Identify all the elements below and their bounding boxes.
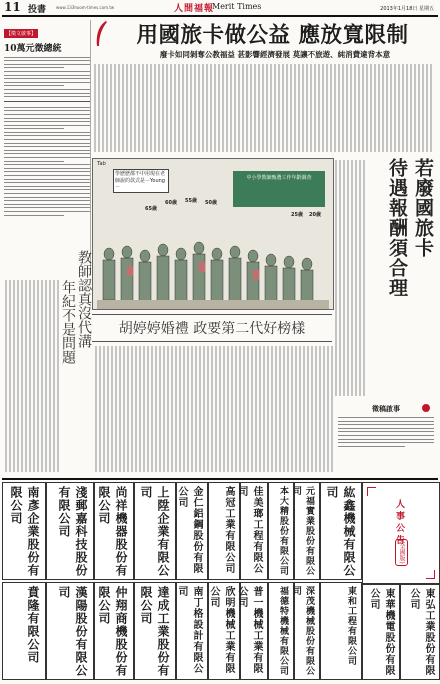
cartoon-board-text: 中小學教師甄選工作年齡調查: [246, 175, 312, 181]
ad-company: 金仁鋁鋼股份有限公司: [176, 486, 202, 574]
ad-company: 南丁格設計有限公司: [176, 586, 202, 674]
cartoon-age-label: 60歲: [165, 200, 177, 206]
ad-company: 普一機械工業有限公司: [236, 586, 262, 674]
left-headline-line-2: 年紀不是問題: [60, 280, 76, 364]
page-number: 11: [4, 0, 21, 14]
ad-box: [46, 582, 94, 680]
ad-box: [176, 582, 208, 680]
divider: [92, 314, 332, 315]
top-article-body: [94, 62, 436, 154]
sidebar-column: [4, 20, 91, 274]
ad-company: 佳美瑯工程有限公司: [236, 486, 262, 574]
left-article-body: [4, 278, 60, 474]
right-headline-line-1: 若廢國旅卡: [412, 158, 434, 258]
ad-box: [94, 482, 134, 580]
ad-company: 東和工程有限公司: [346, 586, 356, 666]
ad-box: [320, 582, 362, 680]
masthead-english: Merit Times: [212, 2, 262, 11]
page-header: [0, 0, 440, 16]
ad-box: [291, 482, 320, 580]
masthead-logo: 人間福報: [174, 4, 215, 14]
ad-company: 深茂機械股份有限公司: [291, 586, 314, 676]
sidebar-tag: 【徵文啟事】: [6, 31, 37, 37]
recruit-title: 人事公告: [394, 499, 404, 547]
site-url: www.133hoom-times.com.tw: [56, 5, 115, 10]
ad-box: [134, 582, 176, 680]
ad-company: 達成工業股份有限公司: [139, 586, 170, 677]
divider: [92, 341, 332, 342]
ad-company: 本大精股份有限公司: [278, 486, 288, 576]
issue-date: 2013年1月18日 星期五: [380, 6, 434, 12]
left-article-headline: [60, 250, 90, 430]
ad-box: [236, 482, 268, 580]
cartoon-age-label: 20歲: [309, 212, 321, 218]
quill-icon: [94, 20, 108, 48]
main-subhead: 廢卡如同剝奪公教福益 甚影響經濟發展 莫讓不旅遊、純消費違背本意: [159, 50, 391, 59]
ad-box: [46, 482, 94, 580]
main-headline: 用國旅卡做公益 應放寬限制: [136, 23, 409, 48]
ad-company: 南彥企業股份有限公司: [9, 486, 40, 577]
ad-box: [176, 482, 208, 580]
right-article-body: [334, 158, 366, 398]
ad-box: [291, 582, 320, 680]
cartoon-signature: Tab: [97, 161, 106, 167]
ad-company: 仲翔商機股份有限公司: [97, 586, 128, 677]
corner-ornament: [367, 487, 376, 496]
ad-company: 紘鑫機械有限公司: [325, 486, 356, 577]
cartoon-age-label: 50歲: [205, 200, 217, 206]
ad-company: 欣明機械工業有限公司: [208, 586, 234, 674]
center-article-body: [94, 344, 334, 474]
ad-box: [2, 482, 46, 580]
ad-company: 上陞企業有限公司: [139, 486, 170, 577]
recruit-subtitle: (全國版): [395, 539, 408, 566]
editorial-cartoon: [92, 158, 334, 310]
header-rule: [2, 15, 438, 17]
ad-company: 賁隆有限公司: [26, 586, 40, 664]
ad-company: 淺郵嘉科技股份有限公司: [57, 486, 88, 577]
sidebar-rules: [4, 101, 90, 215]
cartoon-age-label: 55歲: [185, 198, 197, 204]
ad-company: 元福實業股份有限公司: [291, 486, 314, 576]
ad-box: [400, 584, 440, 680]
recruit-notice: [362, 482, 440, 584]
left-headline-line-1: 教師認真沒代溝: [76, 250, 92, 348]
ad-box: [94, 582, 134, 680]
right-headline-line-2: 待遇報酬須合理: [386, 158, 408, 298]
cartoon-age-label: 25歲: [291, 212, 303, 218]
ad-box: [362, 584, 400, 680]
ad-company: 尚祥機器股份有限公司: [97, 486, 128, 577]
notice-box: [338, 404, 434, 468]
ad-company: 東華機電股份有限公司: [368, 588, 394, 676]
ad-company: 漢陽股份有限公司: [57, 586, 88, 677]
ad-company: 福德特機械有限公司: [278, 586, 288, 676]
cartoon-caption: 學歷歷都不中用現在老師說的款式是－Young－: [113, 169, 169, 193]
sidebar-title: 10萬元徵總統: [4, 44, 62, 54]
ad-box: [2, 582, 46, 680]
ad-box: [134, 482, 176, 580]
pushpin-icon: [422, 404, 430, 412]
corner-ornament: [426, 570, 435, 579]
ad-company: 東弘工業股份有限公司: [408, 588, 434, 676]
cartoon-article-headline: 胡婷婷婚禮 政要第二代好榜樣: [118, 321, 306, 337]
ad-box: [320, 482, 362, 580]
classified-ads: [2, 478, 438, 684]
section-name: 投書: [28, 5, 47, 15]
notice-title: 徵稿啟事: [372, 405, 400, 413]
cartoon-board: [233, 171, 325, 207]
ad-company: 高冠工業有限公司: [223, 486, 234, 574]
ad-box: [236, 582, 268, 680]
cartoon-crowd-illustration: [97, 234, 329, 309]
cartoon-age-label: 65歲: [145, 206, 157, 212]
sidebar-body: [4, 57, 90, 98]
